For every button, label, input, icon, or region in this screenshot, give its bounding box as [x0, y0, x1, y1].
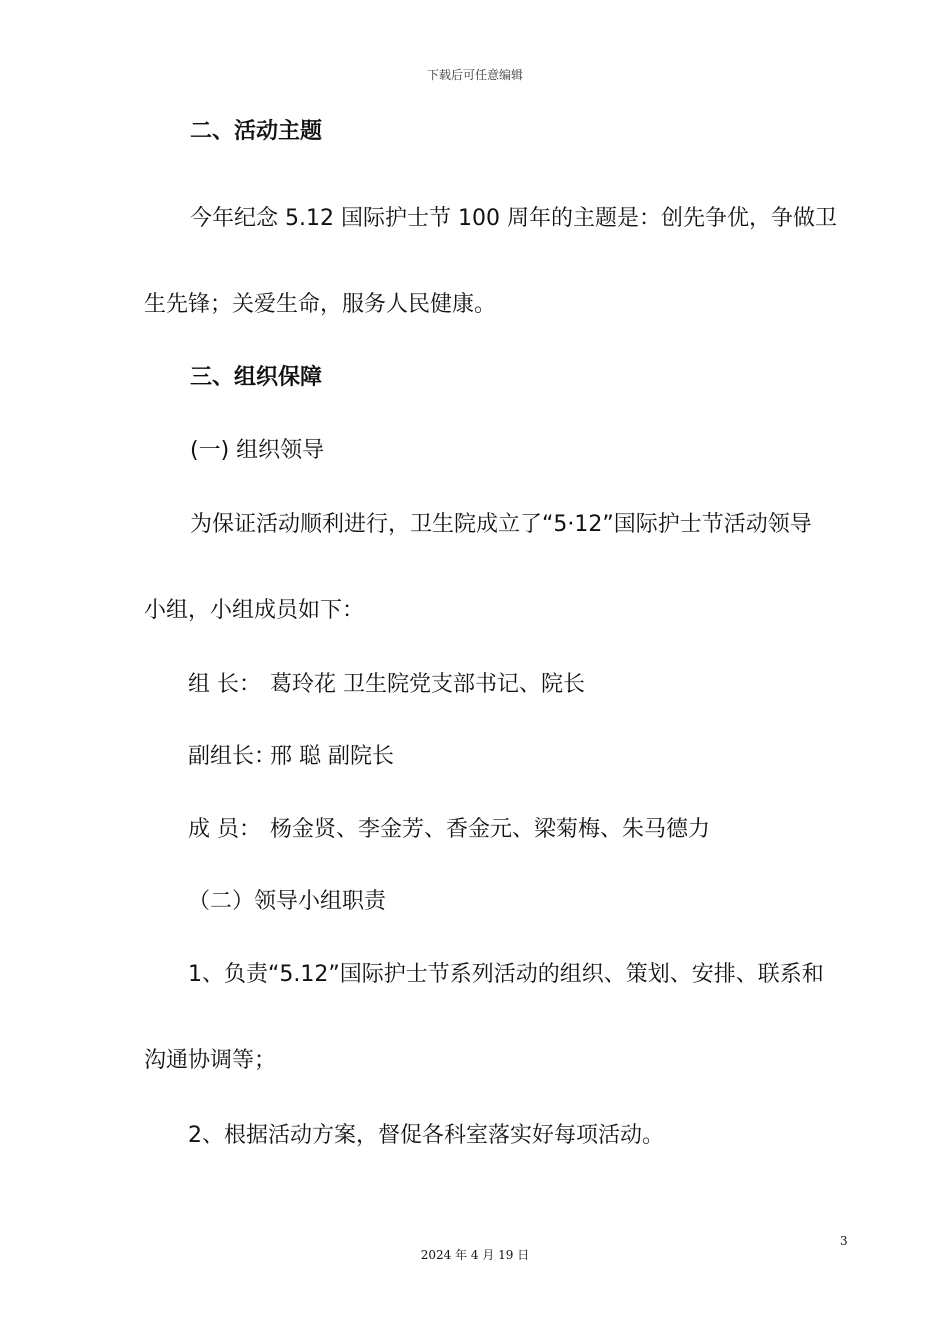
duty-1-line-1: 1、负责“5.12”国际护士节系列活动的组织、策划、安排、联系和: [188, 962, 824, 987]
member-row-leader: [188, 670, 950, 700]
theme-paragraph-line-1: 今年纪念 5.12 国际护士节 100 周年的主题是：创先争优，争做卫: [190, 206, 837, 231]
member-row-members: [188, 815, 950, 845]
leadership-paragraph-line-2: 小组，小组成员如下：: [144, 598, 365, 623]
duty-2: 2、根据活动方案，督促各科室落实好每项活动。: [188, 1123, 664, 1148]
page-header: 下载后可任意编辑: [426, 68, 523, 82]
member-label: 组 长：: [188, 672, 261, 697]
leadership-paragraph-line-1: 为保证活动顺利进行，卫生院成立了“5·12”国际护士节活动领导: [190, 512, 812, 537]
member-label: 副组长：: [188, 744, 277, 769]
duty-1-line-2: 沟通协调等；: [144, 1048, 277, 1073]
subheading-leadership: (一) 组织领导: [190, 438, 325, 463]
footer-date: 2024 年 4 月 19 日: [420, 1248, 530, 1262]
member-label: 成 员：: [188, 817, 261, 842]
member-value: 杨金贤、李金芳、香金元、梁菊梅、朱马德力: [270, 817, 711, 842]
page-number: 3: [840, 1234, 848, 1248]
subheading-duties: （二）领导小组职责: [188, 889, 387, 914]
section-heading-theme: 二、活动主题: [190, 119, 323, 144]
theme-paragraph-line-2: 生先锋；关爱生命，服务人民健康。: [144, 292, 497, 317]
section-heading-organization: 三、组织保障: [190, 365, 323, 390]
member-value: 邢 聪 副院长: [270, 744, 394, 769]
member-row-deputy: [188, 742, 950, 772]
member-value: 葛玲花 卫生院党支部书记、院长: [270, 672, 585, 697]
